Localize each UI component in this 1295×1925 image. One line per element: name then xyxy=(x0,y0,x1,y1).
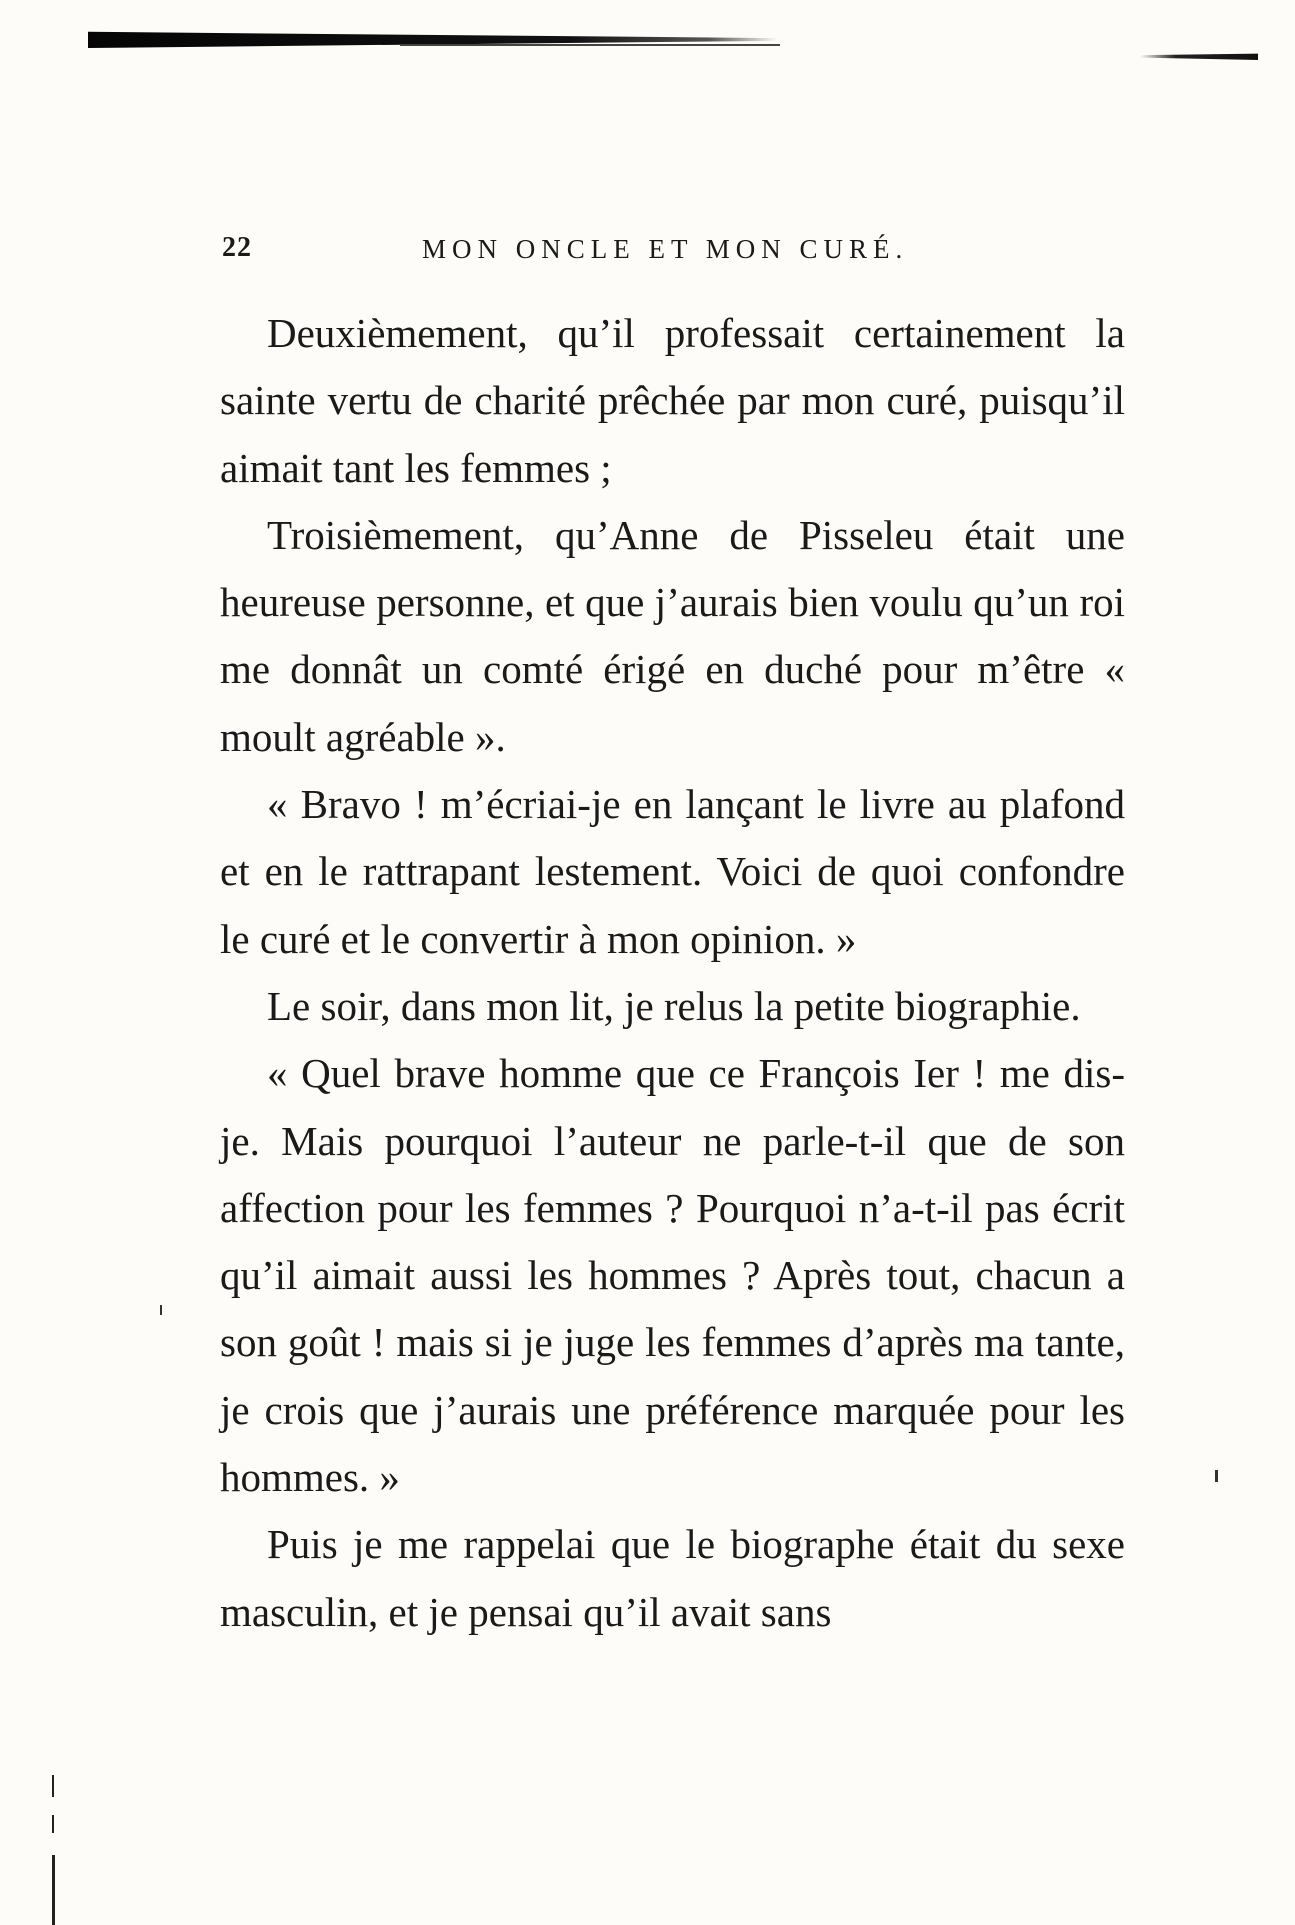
paragraph: Puis je me rappelai que le biographe était du sexe masculin, et je pensai qu’il avait sans xyxy=(220,1521,1125,1635)
body-text xyxy=(220,300,1125,1646)
scan-edge-shadow-top-right xyxy=(1140,52,1258,60)
running-head xyxy=(222,232,1127,272)
paragraph: Deuxièmement, qu’il professait certainement la sainte vertu de charité prêchée par mon curé, puisqu’il aimait tant les femmes ; xyxy=(220,310,1125,491)
paragraph: Troisièmement, qu’Anne de Pisseleu était une heureuse personne, et que j’aurais bien voulu qu’un roi me donnât un comté érigé en duché pour m’être « moult agréable ». xyxy=(220,511,1125,760)
scan-speck xyxy=(1215,1470,1218,1482)
paragraph: « Bravo ! m’écriai-je en lançant le livre au plafond et en le rattrapant lestement. Voici de quoi confondre le curé et le convertir à mon opinion. » xyxy=(220,781,1125,962)
scan-speck xyxy=(160,1305,162,1315)
paragraph: Le soir, dans mon lit, je relus la petite biographie. xyxy=(267,982,1081,1029)
paragraph: « Quel brave homme que ce François Ier ! me dis-je. Mais pourquoi l’auteur ne parle-t-il que de son affection pour les femmes ? Pourquoi n’a-t-il pas écrit qu’il aimait aussi les hommes ? Après tout, chacun a son goût ! mais si je juge les femmes d’après ma tante, je crois que j’aurais une préférence marquée pour les hommes. » xyxy=(220,1050,1125,1501)
scan-edge-line-top xyxy=(400,44,780,46)
page-number: 22 xyxy=(222,232,252,263)
running-title: MON ONCLE ET MON CURÉ. xyxy=(422,234,909,264)
binding-margin-marks xyxy=(48,1775,58,1925)
